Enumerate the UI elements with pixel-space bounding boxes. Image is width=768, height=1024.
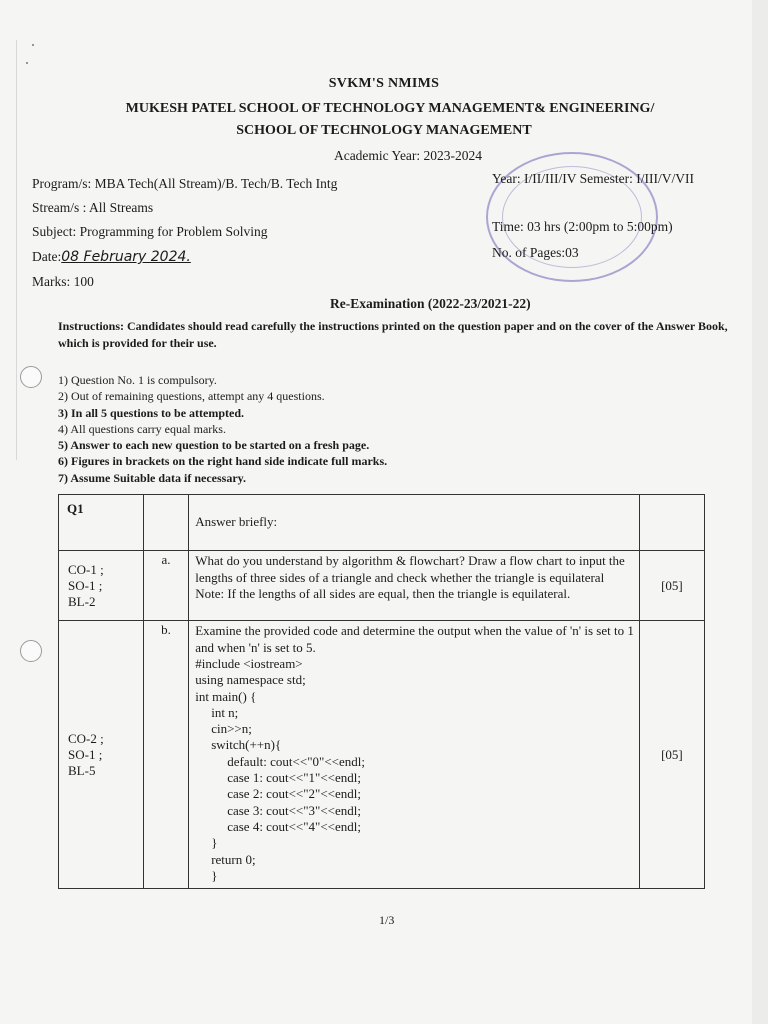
marks-a: [05] [639,551,704,621]
question-text: What do you understand by algorithm & flowchart? Draw a flow chart to input the lengths of three sides of a triangle and check whether the triangle is equilateral [195,553,625,585]
instructions: Instructions: Candidates should read carefully the instructions printed on the question paper and on the cover of the Answer Book, which is provided for their use. [58,319,728,350]
date-label: Date: [32,249,62,264]
co-code: CO-2 ; [68,730,104,746]
co-code: CO-1 ; [68,561,104,577]
academic-year: Academic Year: 2023-2024 [333,148,483,163]
code-line: case 2: cout<<"2"<<endl; [227,786,361,802]
rule-item: 3) In all 5 questions to be attempted. [58,405,245,420]
date-handwritten: 08 February 2024. [61,249,191,265]
stream: Stream/s : All Streams [32,200,154,215]
rule-item: 2) Out of remaining questions, attempt any 4 questions. [58,389,325,404]
page-count: No. of Pages:03 [492,245,579,260]
rules-list [58,372,387,486]
code-line: default: cout<<"0"<<endl; [227,753,365,769]
so-code: SO-1 ; [68,746,103,762]
subquestion-text-b [189,621,640,889]
code-listing [195,656,637,884]
rule-item: 7) Assume Suitable data if necessary. [58,470,247,485]
subject: Subject: Programming for Problem Solving [32,224,268,239]
marks-b: [05] [639,621,704,889]
institution-name: SVKM'S NMIMS [328,76,440,91]
program: Program/s: MBA Tech(All Stream)/B. Tech/B. Tech Intg [32,176,338,191]
empty-cell [639,495,704,551]
question-note: Note: If the lengths of all sides are equal, then the triangle is equilateral. [195,586,571,601]
rule-item: 6) Figures in brackets on the right hand side indicate full marks. [58,454,388,469]
code-line: } [211,867,218,883]
question-table [58,494,705,889]
exam-title: Re-Examination (2022-23/2021-22) [330,296,531,311]
so-code: SO-1 ; [68,577,103,593]
code-line: case 4: cout<<"4"<<endl; [227,818,361,834]
question-heading: Answer briefly: [189,495,640,551]
outcome-codes-a [59,551,144,621]
code-line: int main() { [195,688,257,704]
table-row [59,621,705,889]
year-semester: Year: I/II/III/IV Semester: I/III/V/VII [492,171,694,186]
code-line: cin>>n; [211,721,252,737]
scan-speck [32,44,34,46]
school-name-line-2: SCHOOL OF TECHNOLOGY MANAGEMENT [236,123,532,138]
subquestion-text-a [189,551,640,621]
bl-code: BL-5 [68,762,96,778]
punch-hole-top [20,366,42,388]
page-number: 1/3 [379,913,395,927]
outcome-codes-b [59,621,144,889]
punch-hole-bottom [20,640,42,662]
exam-time: Time: 03 hrs (2:00pm to 5:00pm) [492,219,673,234]
subquestion-label-a: a. [143,551,188,621]
table-row [59,495,705,551]
code-line: case 3: cout<<"3"<<endl; [227,802,361,818]
code-line: switch(++n){ [211,737,282,753]
code-line: #include <iostream> [195,656,303,671]
question-text: Examine the provided code and determine the output when the value of 'n' is set to 1 and when 'n' is set to 5. [195,623,634,655]
rule-item: 4) All questions carry equal marks. [58,421,226,436]
scan-edge-line [16,40,17,460]
scan-speck [26,62,28,64]
school-name-line-1: MUKESH PATEL SCHOOL OF TECHNOLOGY MANAGEMENT& ENGINEERING/ [125,101,655,116]
subquestion-label-b: b. [143,621,188,889]
total-marks: Marks: 100 [32,274,94,289]
rule-item: 1) Question No. 1 is compulsory. [58,373,217,387]
code-line: using namespace std; [195,672,306,688]
code-line: } [211,835,218,851]
rule-item: 5) Answer to each new question to be started on a fresh page. [58,438,370,453]
code-line: return 0; [211,851,256,867]
bl-code: BL-2 [68,593,96,609]
empty-cell [143,495,188,551]
code-line: int n; [211,704,239,720]
table-row [59,551,705,621]
code-line: case 1: cout<<"1"<<endl; [227,770,361,786]
question-number: Q1 [59,495,144,551]
exam-date [32,249,191,265]
